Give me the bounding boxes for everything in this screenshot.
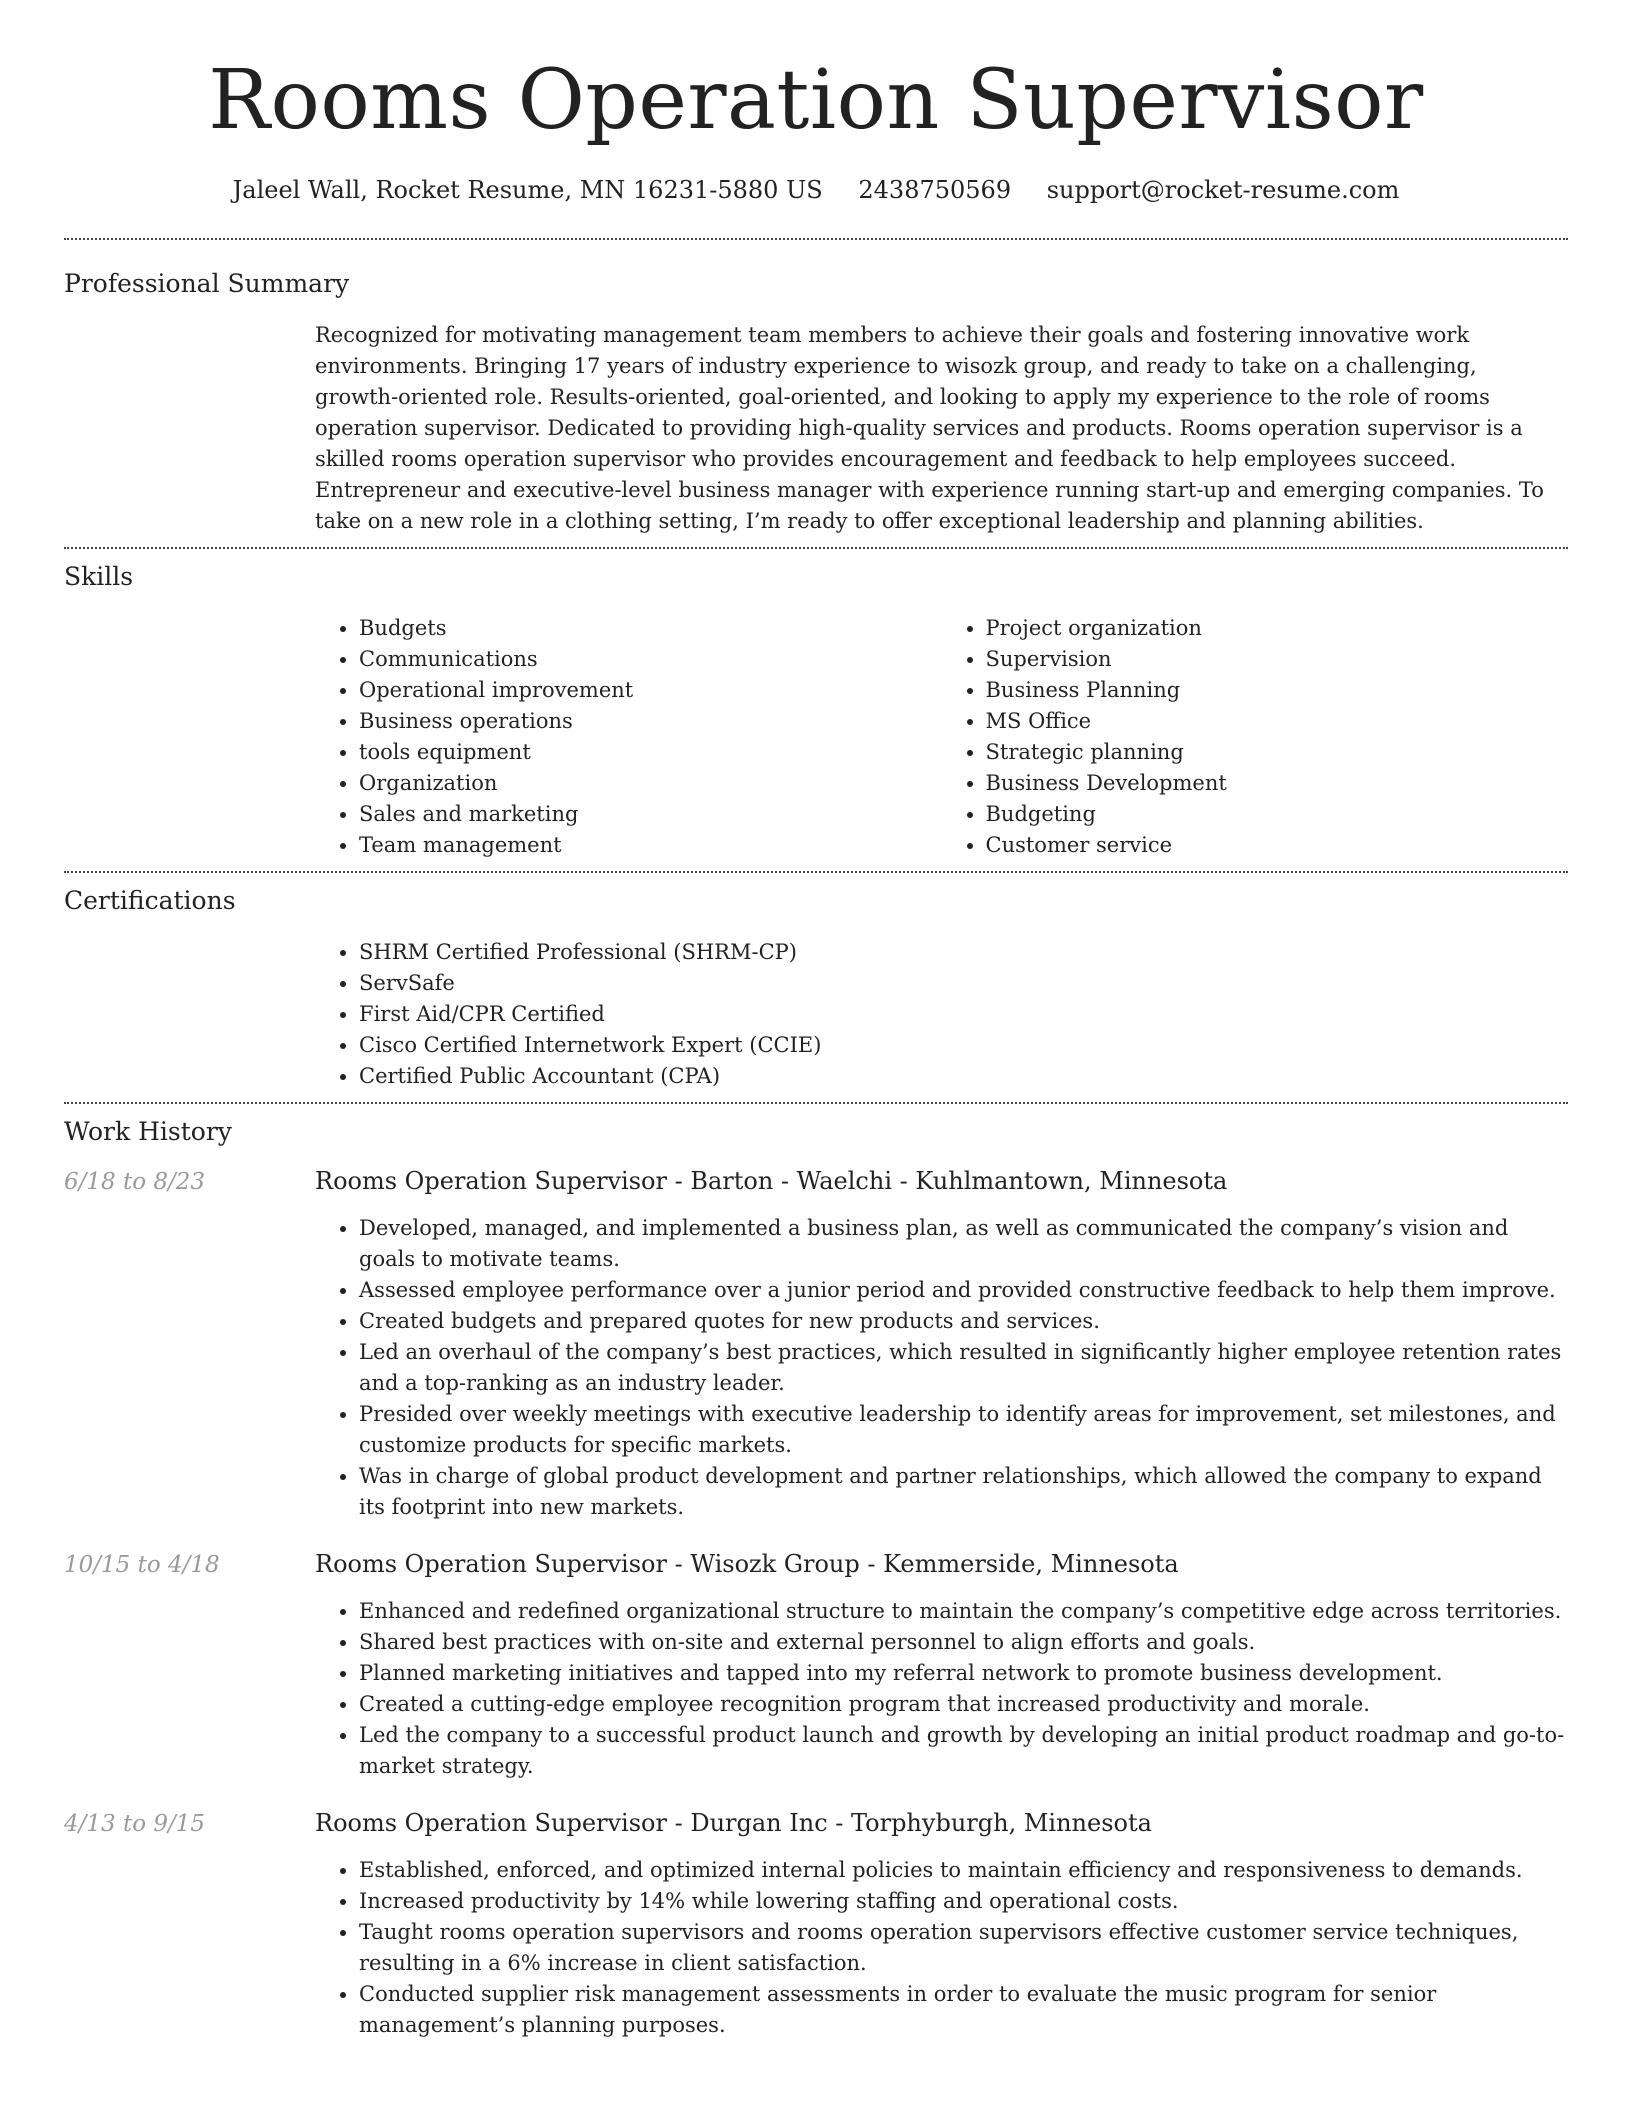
list-item: • Budgets (359, 613, 942, 644)
job-header (64, 1806, 1568, 1841)
work-history-heading: Work History (64, 1117, 232, 1146)
work-history-section (64, 1104, 1568, 2041)
list-item: • Project organization (986, 613, 1569, 644)
job-entry (64, 1547, 1568, 1782)
list-item: • Led an overhaul of the company’s best practices, which resulted in significantly higher employee retention rates and a top-ranking as an industry leader. (359, 1337, 1568, 1399)
list-item: • Presided over weekly meetings with executive leadership to identify areas for improvement, set milestones, and customize products for specific markets. (359, 1399, 1568, 1461)
skills-section (64, 549, 1568, 871)
list-item: • Shared best practices with on-site and external personnel to align efforts and goals. (359, 1627, 1568, 1658)
job-title: Rooms Operation Supervisor - Wisozk Group - Kemmerside, Minnesota (315, 1550, 1179, 1578)
list-item: • Conducted supplier risk management assessments in order to evaluate the music program for senior management’s planning purposes. (359, 1979, 1568, 2041)
list-item: • Customer service (986, 830, 1569, 861)
job-header (64, 1164, 1568, 1199)
list-item: • Increased productivity by 14% while lowering staffing and operational costs. (359, 1886, 1568, 1917)
contact-phone: 2438750569 (858, 176, 1012, 204)
certifications-list (315, 937, 1568, 1092)
job-bullets (315, 1855, 1568, 2041)
summary-text: Recognized for motivating management team members to achieve their goals and fostering innovative work environments. Bringing 17 years of industry experience to wisozk group, and ready to take on a challenging, growth-oriented role. Results-oriented, goal-oriented, and looking to apply my experience to the role of rooms operation supervisor. Dedicated to providing high-quality services and products. Rooms operation supervisor is a skilled rooms operation supervisor who provides encouragement and feedback to help employees succeed. Entrepreneur and executive-level business manager with experience running start-up and emerging companies. To take on a new role in a clothing setting, I’m ready to offer exceptional leadership and planning abilities. (315, 323, 1544, 533)
list-item: • Assessed employee performance over a junior period and provided constructive feedback to help them improve. (359, 1275, 1568, 1306)
list-item: • Certified Public Accountant (CPA) (359, 1061, 1568, 1092)
summary-section (64, 240, 1568, 547)
candidate-name: Rooms Operation Supervisor (208, 53, 1424, 148)
list-item: • Team management (359, 830, 942, 861)
list-item: • Created a cutting-edge employee recognition program that increased productivity and morale. (359, 1689, 1568, 1720)
list-item: • Business Planning (986, 675, 1569, 706)
list-item: • Was in charge of global product development and partner relationships, which allowed the company to expand its footprint into new markets. (359, 1461, 1568, 1523)
job-bullets (315, 1213, 1568, 1523)
list-item: • First Aid/CPR Certified (359, 999, 1568, 1030)
job-entry (64, 1806, 1568, 2041)
list-item: • Communications (359, 644, 942, 675)
job-header (64, 1547, 1568, 1582)
certifications-heading: Certifications (64, 886, 236, 915)
list-item: • Budgeting (986, 799, 1569, 830)
list-item: • Established, enforced, and optimized internal policies to maintain efficiency and responsiveness to demands. (359, 1855, 1568, 1886)
list-item: • Created budgets and prepared quotes for new products and services. (359, 1306, 1568, 1337)
list-item: • Business Development (986, 768, 1569, 799)
job-dates: 6/18 to 8/23 (64, 1169, 206, 1195)
list-item: • Organization (359, 768, 942, 799)
contact-email: support@rocket-resume.com (1046, 176, 1400, 204)
list-item: • Enhanced and redefined organizational structure to maintain the company’s competitive edge across territories. (359, 1596, 1568, 1627)
skills-heading: Skills (64, 562, 134, 591)
list-item: • tools equipment (359, 737, 942, 768)
list-item: • MS Office (986, 706, 1569, 737)
job-title: Rooms Operation Supervisor - Barton - Waelchi - Kuhlmantown, Minnesota (315, 1167, 1228, 1195)
job-dates: 4/13 to 9/15 (64, 1811, 206, 1837)
contact-line (64, 172, 1568, 208)
list-item: • Supervision (986, 644, 1569, 675)
list-item: • Developed, managed, and implemented a business plan, as well as communicated the company’s vision and goals to motivate teams. (359, 1213, 1568, 1275)
job-bullets (315, 1596, 1568, 1782)
skills-list-left (315, 613, 942, 861)
job-dates: 10/15 to 4/18 (64, 1552, 220, 1578)
list-item: • Operational improvement (359, 675, 942, 706)
jobs-container (64, 1164, 1568, 2041)
list-item: • Cisco Certified Internetwork Expert (CCIE) (359, 1030, 1568, 1061)
job-entry (64, 1164, 1568, 1523)
job-title: Rooms Operation Supervisor - Durgan Inc - Torphyburgh, Minnesota (315, 1809, 1152, 1837)
list-item: • Planned marketing initiatives and tapped into my referral network to promote business development. (359, 1658, 1568, 1689)
contact-address: Jaleel Wall, Rocket Resume, MN 16231-5880 US (232, 176, 823, 204)
list-item: • ServSafe (359, 968, 1568, 999)
list-item: • Strategic planning (986, 737, 1569, 768)
skills-list-right (942, 613, 1569, 861)
certifications-section (64, 873, 1568, 1102)
list-item: • Sales and marketing (359, 799, 942, 830)
list-item: • Business operations (359, 706, 942, 737)
list-item: • SHRM Certified Professional (SHRM-CP) (359, 937, 1568, 968)
summary-heading: Professional Summary (64, 269, 350, 298)
list-item: • Taught rooms operation supervisors and rooms operation supervisors effective customer service techniques, resulting in a 6% increase in client satisfaction. (359, 1917, 1568, 1979)
list-item: • Led the company to a successful product launch and growth by developing an initial product roadmap and go-to-market strategy. (359, 1720, 1568, 1782)
